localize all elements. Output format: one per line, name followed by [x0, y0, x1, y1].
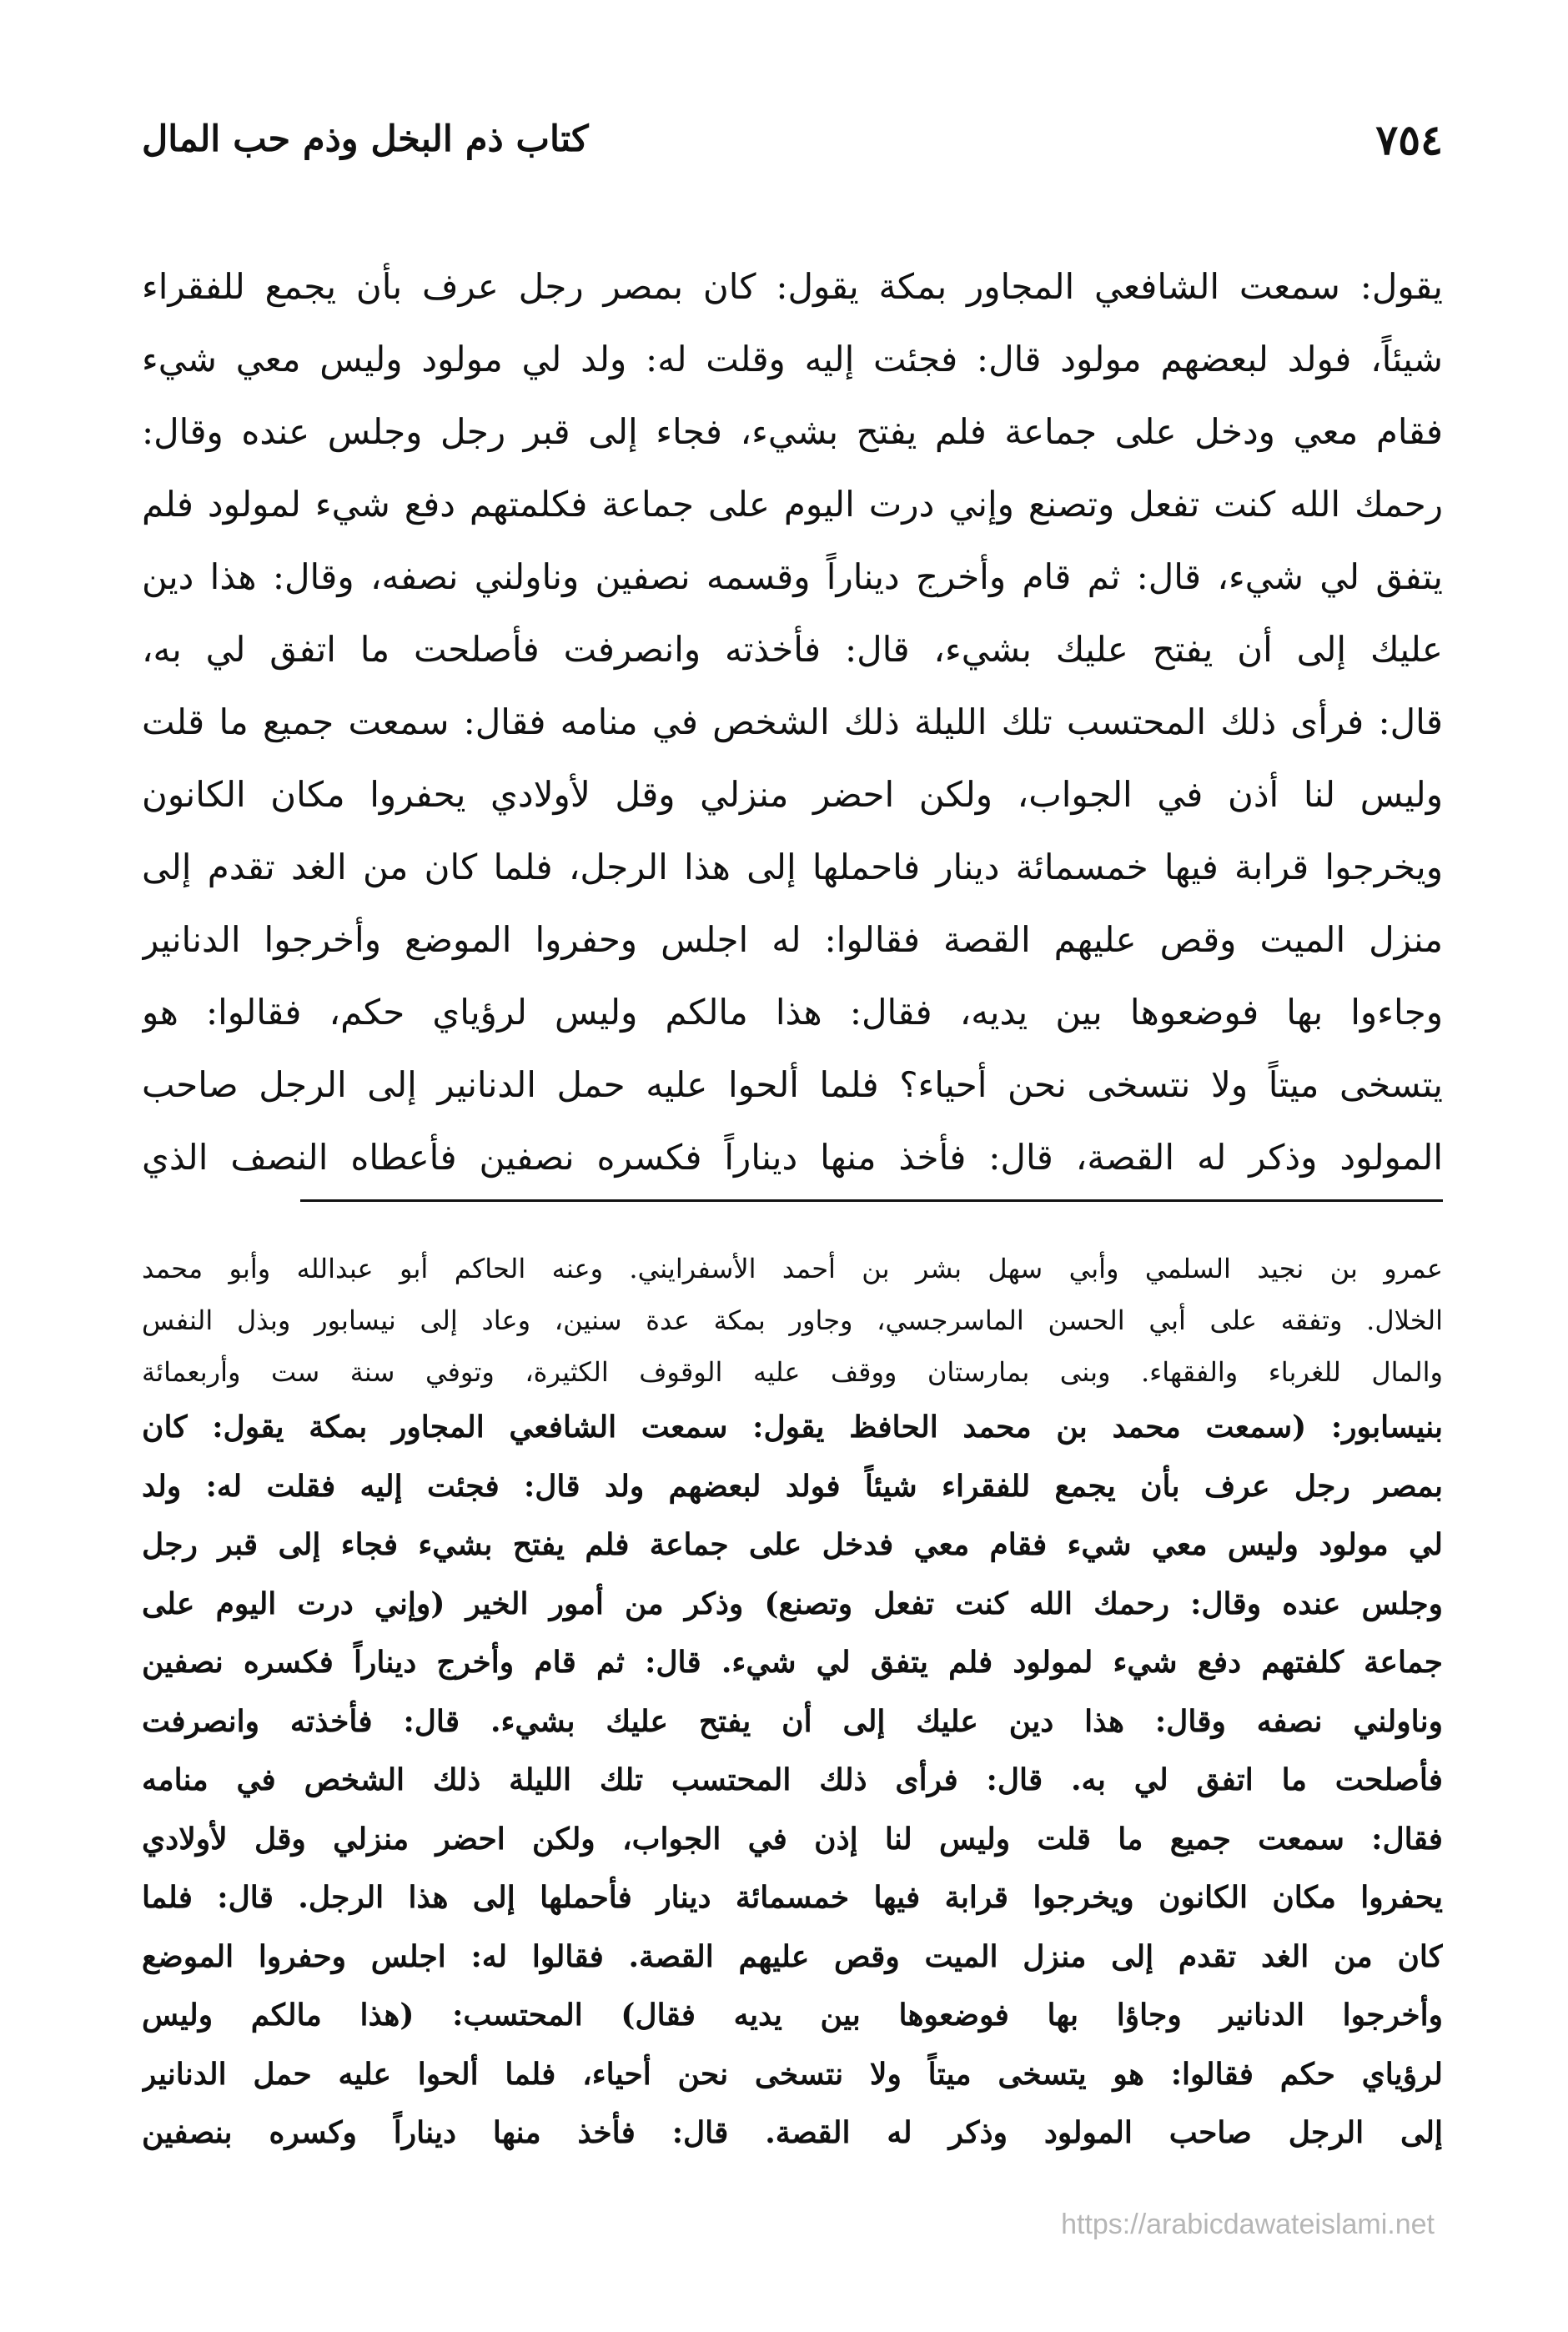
footnote-bold-line: فأصلحت ما اتفق لي به. قال: فرأى ذلك المحتسب تلك الليلة ذلك الشخص في منامه	[142, 1762, 1443, 1797]
book-title: كتاب ذم البخل وذم حب المال	[142, 118, 589, 160]
main-text-line: قال: فرأى ذلك المحتسب تلك الليلة ذلك الشخص في منامه فقال: سمعت جميع ما قلت	[142, 701, 1443, 742]
main-text	[142, 250, 1443, 1194]
footnote-bold-line: جماعة كلفتهم دفع شيء لمولود فلم يتفق لي شيء. قال: ثم قام وأخرج ديناراً فكسره نصفين	[142, 1645, 1443, 1680]
main-text-line: وجاءوا بها فوضعوها بين يديه، فقال: هذا مالكم وليس لرؤياي حكم، فقالوا: هو	[142, 992, 1443, 1033]
footnote-line: عمرو بن نجيد السلمي وأبي سهل بشر بن أحمد الأسفرايني. وعنه الحاكم أبو عبدالله وأبو محمد	[142, 1253, 1443, 1284]
footnote-bold-line: بنيسابور: (سمعت محمد بن محمد الحافظ يقول: سمعت الشافعي المجاور بمكة يقول: كان	[142, 1410, 1443, 1445]
page-header	[142, 115, 1443, 182]
footnote-bold-line: وجلس عنده وقال: رحمك الله كنت تفعل وتصنع) وذكر من أمور الخير (وإني درت اليوم على	[142, 1586, 1443, 1621]
footnote-bold-line: كان من الغد تقدم إلى منزل الميت وقص عليهم القصة. فقالوا له: اجلس وحفروا الموضع	[142, 1938, 1443, 1974]
main-text-line: رحمك الله كنت تفعل وتصنع وإني درت اليوم على جماعة فكلمتهم دفع شيء لمولود فلم	[142, 484, 1443, 525]
main-text-line: عليك إلى أن يفتح عليك بشيء، قال: فأخذته وانصرفت فأصلحت ما اتفق لي به،	[142, 629, 1443, 670]
main-text-line: يتفق لي شيء، قال: ثم قام وأخرج ديناراً وقسمه نصفين وناولني نصفه، وقال: هذا دين	[142, 556, 1443, 597]
footnote-bold-line: وناولني نصفه وقال: هذا دين عليك إلى أن يفتح عليك بشيء. قال: فأخذته وانصرفت	[142, 1703, 1443, 1739]
footnote-bold-line: لي مولود وليس معي شيء فقام معي فدخل على جماعة فلم يفتح بشيء فجاء إلى قبر رجل	[142, 1527, 1443, 1562]
footnote-bold-line: وأخرجوا الدنانير وجاؤا بها فوضعوها بين يديه فقال) المحتسب: (هذا مالكم وليس	[142, 1998, 1443, 2033]
main-text-line: فقام معي ودخل على جماعة فلم يفتح بشيء، فجاء إلى قبر رجل وجلس عنده وقال:	[142, 411, 1443, 452]
footnote-bold-line: فقال: سمعت جميع ما قلت وليس لنا إذن في الجواب، ولكن احضر منزلي وقل لأولادي	[142, 1821, 1443, 1857]
footnote-bold-line: إلى الرجل صاحب المولود وذكر له القصة. قال: فأخذ منها ديناراً وكسره بنصفين	[142, 2115, 1443, 2150]
footnotes	[142, 1243, 1443, 2163]
footnote-bold-line: لرؤياي حكم فقالوا: هو يتسخى ميتاً ولا نتسخى نحن أحياء، فلما ألحوا عليه حمل الدنانير	[142, 2056, 1443, 2092]
main-text-line: وليس لنا أذن في الجواب، ولكن احضر منزلي وقل لأولادي يحفروا مكان الكانون	[142, 774, 1443, 815]
main-text-line: ويخرجوا قرابة فيها خمسمائة دينار فاحملها إلى هذا الرجل، فلما كان من الغد تقدم إلى	[142, 847, 1443, 887]
main-text-line: يتسخى ميتاً ولا نتسخى نحن أحياء؟ فلما ألحوا عليه حمل الدنانير إلى الرجل صاحب	[142, 1064, 1443, 1105]
main-text-line: شيئاً، فولد لبعضهم مولود قال: فجئت إليه وقلت له: ولد لي مولود وليس معي شيء	[142, 339, 1443, 379]
page-number: ٧٥٤	[1375, 115, 1443, 164]
footnote-line: والمال للغرباء والفقهاء. وبنى بمارستان ووقف عليه الوقوف الكثيرة، وتوفي سنة ست وأربعمائة	[142, 1356, 1443, 1388]
footnote-divider	[300, 1199, 1443, 1202]
footnote-bold-line: بمصر رجل عرف بأن يجمع للفقراء شيئاً فولد لبعضهم ولد قال: فجئت إليه فقلت له: ولد	[142, 1468, 1443, 1504]
footnote-line: الخلال. وتفقه على أبي الحسن الماسرجسي، وجاور بمكة عدة سنين، وعاد إلى نيسابور وبذل النفس	[142, 1304, 1443, 1336]
main-text-line: منزل الميت وقص عليهم القصة فقالوا: له اجلس وحفروا الموضع وأخرجوا الدنانير	[142, 919, 1443, 960]
main-text-line: يقول: سمعت الشافعي المجاور بمكة يقول: كان بمصر رجل عرف بأن يجمع للفقراء	[142, 266, 1443, 307]
watermark-url: https://arabicdawateislami.net	[1061, 2209, 1435, 2240]
main-text-line: المولود وذكر له القصة، قال: فأخذ منها ديناراً فكسره نصفين فأعطاه النصف الذي	[142, 1137, 1443, 1178]
footnote-bold-line: يحفروا مكان الكانون ويخرجوا قرابة فيها خمسمائة دينار فأحملها إلى هذا الرجل. قال: فلما	[142, 1880, 1443, 1915]
